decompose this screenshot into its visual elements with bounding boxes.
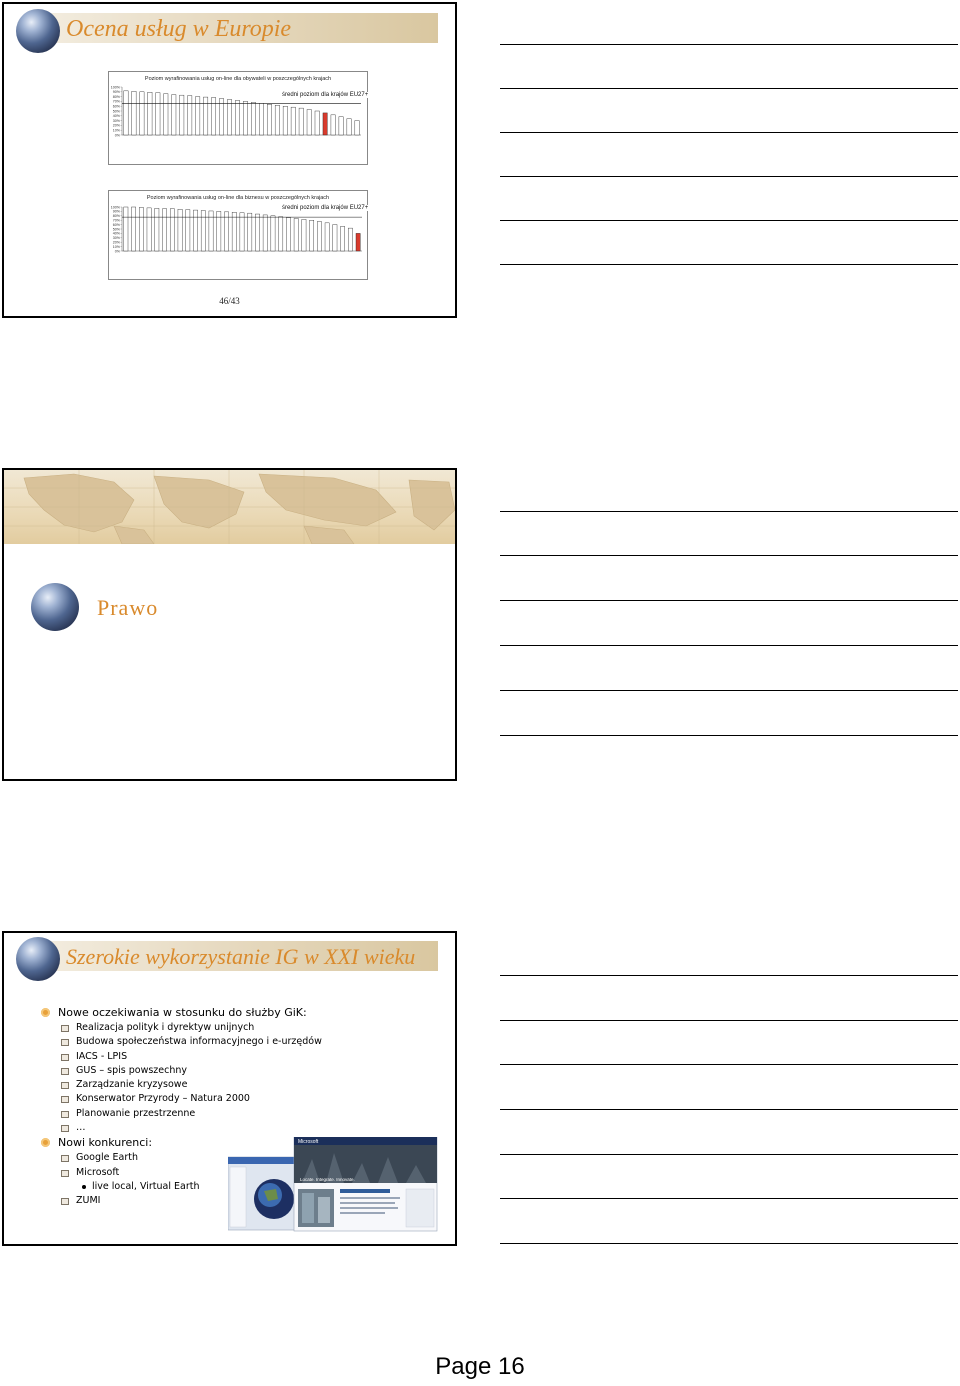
bar [356,233,360,251]
note-line [500,1020,958,1021]
bar [323,113,327,135]
note-line [500,176,958,177]
bar [195,97,199,135]
note-line [500,735,958,736]
y-tick-label: 80% [112,214,120,219]
bullet-item-level-2 [40,1035,322,1049]
bullet-box-icon [61,1039,69,1046]
y-tick-label: 70% [112,99,120,104]
chart-citizens-plot [109,72,367,164]
chart-business [108,190,368,280]
note-line [500,511,958,512]
globe-icon [16,937,60,981]
bar [325,223,329,251]
bullet-text: Microsoft [76,1166,120,1178]
bar [203,97,207,135]
y-tick-label: 0% [114,249,120,254]
bar [259,103,263,135]
chart-citizens [108,71,368,165]
slide-title: Prawo [97,595,159,620]
bar [124,91,128,135]
y-tick-label: 90% [112,90,120,95]
competitor-screenshots [228,1137,438,1232]
bar [178,209,182,251]
y-tick-label: 60% [112,104,120,109]
globe-icon [16,9,60,53]
notes-lines [500,0,958,1386]
bullet-box-icon [61,1155,69,1162]
bar [291,107,295,135]
y-tick-label: 90% [112,209,120,214]
note-line [500,1109,958,1110]
note-line [500,555,958,556]
bar [347,119,351,135]
bar [124,207,128,251]
bar [339,117,343,135]
bullet-disc-icon [82,1185,86,1189]
note-line [500,44,958,45]
bar [147,208,151,251]
bullet-text: ZUMI [76,1194,101,1206]
bar [255,214,259,251]
bar [172,95,176,135]
bullet-text: IACS - LPIS [76,1050,128,1062]
bar [219,99,223,135]
slide-page-number: 46/43 [219,296,240,306]
note-line [500,264,958,265]
bullet-dot-icon [41,1008,50,1017]
bullet-text: Planowanie przestrzenne [76,1107,196,1119]
bullet-box-icon [61,1068,69,1075]
y-tick-label: 40% [112,231,120,236]
bullet-box-icon [61,1096,69,1103]
bar [248,213,252,251]
y-tick-label: 50% [112,227,120,232]
bullet-text: Budowa społeczeństwa informacyjnego i e-urzędów [76,1036,322,1048]
bullet-item-level-2 [40,1078,322,1092]
bar [140,92,144,135]
bar [251,102,255,135]
note-line [500,600,958,601]
world-map-image [4,470,455,544]
bar [193,210,197,251]
screenshot-tagline: Locate. Integrate. Innovate. [300,1177,355,1182]
bar [186,210,190,251]
bar [279,217,283,251]
bullet-box-icon [61,1198,69,1205]
bar [243,101,247,135]
bar [155,208,159,251]
bar [294,218,298,251]
note-line [500,975,958,976]
bar [201,211,205,251]
y-tick-label: 60% [112,222,120,227]
y-tick-label: 20% [112,240,120,245]
slide-title: Szerokie wykorzystanie IG w XXI wieku [66,944,416,969]
note-line [500,220,958,221]
chart-business-title: Poziom wyrafinowania usług on-line dla biznesu w poszczególnych krajach [146,195,330,201]
y-tick-label: 40% [112,114,120,119]
chart-citizens-title: Poziom wyrafinowania usług on-line dla obywateli w poszczególnych krajach [144,76,332,82]
bullet-box-icon [61,1111,69,1118]
page-footer: Page 16 [435,1353,525,1380]
bar [271,216,275,251]
bar [299,108,303,135]
y-tick-label: 20% [112,123,120,128]
chart-business-average-label: średni poziom dla krajów EU27+ [282,205,369,211]
note-line [500,645,958,646]
y-tick-label: 70% [112,218,120,223]
note-line [500,1198,958,1199]
bar [307,110,311,135]
bullet-box-icon [61,1054,69,1061]
bullet-box-icon [61,1082,69,1089]
bar [331,115,335,135]
bar [227,99,231,135]
bar [164,94,168,135]
note-line [500,132,958,133]
bullet-item-level-2 [40,1050,322,1064]
bar [148,92,152,135]
bullet-box-icon [61,1170,69,1177]
bullet-text: Nowi konkurenci: [58,1136,153,1150]
bullet-text: Zarządzanie kryzysowe [76,1079,188,1091]
bar [317,222,321,251]
bar [333,225,337,251]
note-line [500,1154,958,1155]
bullet-dot-icon [41,1138,50,1147]
bullet-text: Realizacja polityk i dyrektyw unijnych [76,1022,255,1033]
bar [315,111,319,135]
bullet-item-level-2 [40,1092,322,1106]
bar [310,220,314,251]
bar [162,209,166,251]
y-tick-label: 10% [112,128,120,133]
bar [235,100,239,135]
y-tick-label: 10% [112,244,120,249]
bullet-box-icon [61,1125,69,1132]
bullet-text: live local, Virtual Earth [92,1180,200,1192]
bullet-text: Nowe oczekiwania w stosunku do służby GiK: [58,1006,307,1019]
y-tick-label: 50% [112,109,120,114]
screenshot-collage [228,1137,438,1232]
bar [232,212,236,251]
y-tick-label: 100% [110,205,120,210]
bullet-box-icon [61,1025,69,1032]
bar [156,93,160,135]
bar [341,226,345,251]
slide-szerokie-wykorzystanie [2,931,457,1246]
bullet-text: Google Earth [76,1152,138,1164]
y-tick-label: 30% [112,118,120,123]
note-line [500,88,958,89]
bar [132,91,136,135]
bar [224,212,228,251]
bullet-text: … [76,1122,86,1134]
chart-citizens-average-label: średni poziom dla krajów EU27+ [282,92,369,98]
bar [275,105,279,135]
bar [170,209,174,251]
bullet-text: Konserwator Przyrody – Natura 2000 [76,1093,250,1105]
bullet-text: GUS – spis powszechny [76,1064,188,1076]
world-map-banner [4,470,455,544]
bullet-item-level-2 [40,1021,322,1035]
bar [263,215,267,251]
bullet-item-level-2 [40,1064,322,1078]
bullet-item-level-1 [40,1005,322,1021]
bar [131,207,135,251]
bullet-item-level-2 [40,1121,322,1135]
bar [139,207,143,251]
bar [283,106,287,135]
bar [188,96,192,135]
screenshot-brand: Microsoft [298,1139,319,1145]
slide-title: Ocena usług w Europie [66,16,292,42]
bar [267,104,271,135]
y-tick-label: 100% [110,85,120,90]
y-tick-label: 80% [112,94,120,99]
y-tick-label: 0% [114,133,120,138]
note-line [500,1064,958,1065]
bar [355,121,359,135]
bar [302,219,306,251]
y-tick-label: 30% [112,236,120,241]
slide-prawo [2,468,457,781]
bar [240,213,244,251]
bullet-item-level-2 [40,1107,322,1121]
bar [286,218,290,251]
slide-ocena-uslug [2,2,457,318]
note-line [500,1243,958,1244]
note-line [500,690,958,691]
globe-icon [31,583,79,631]
bar [180,95,184,135]
bar [348,228,352,251]
